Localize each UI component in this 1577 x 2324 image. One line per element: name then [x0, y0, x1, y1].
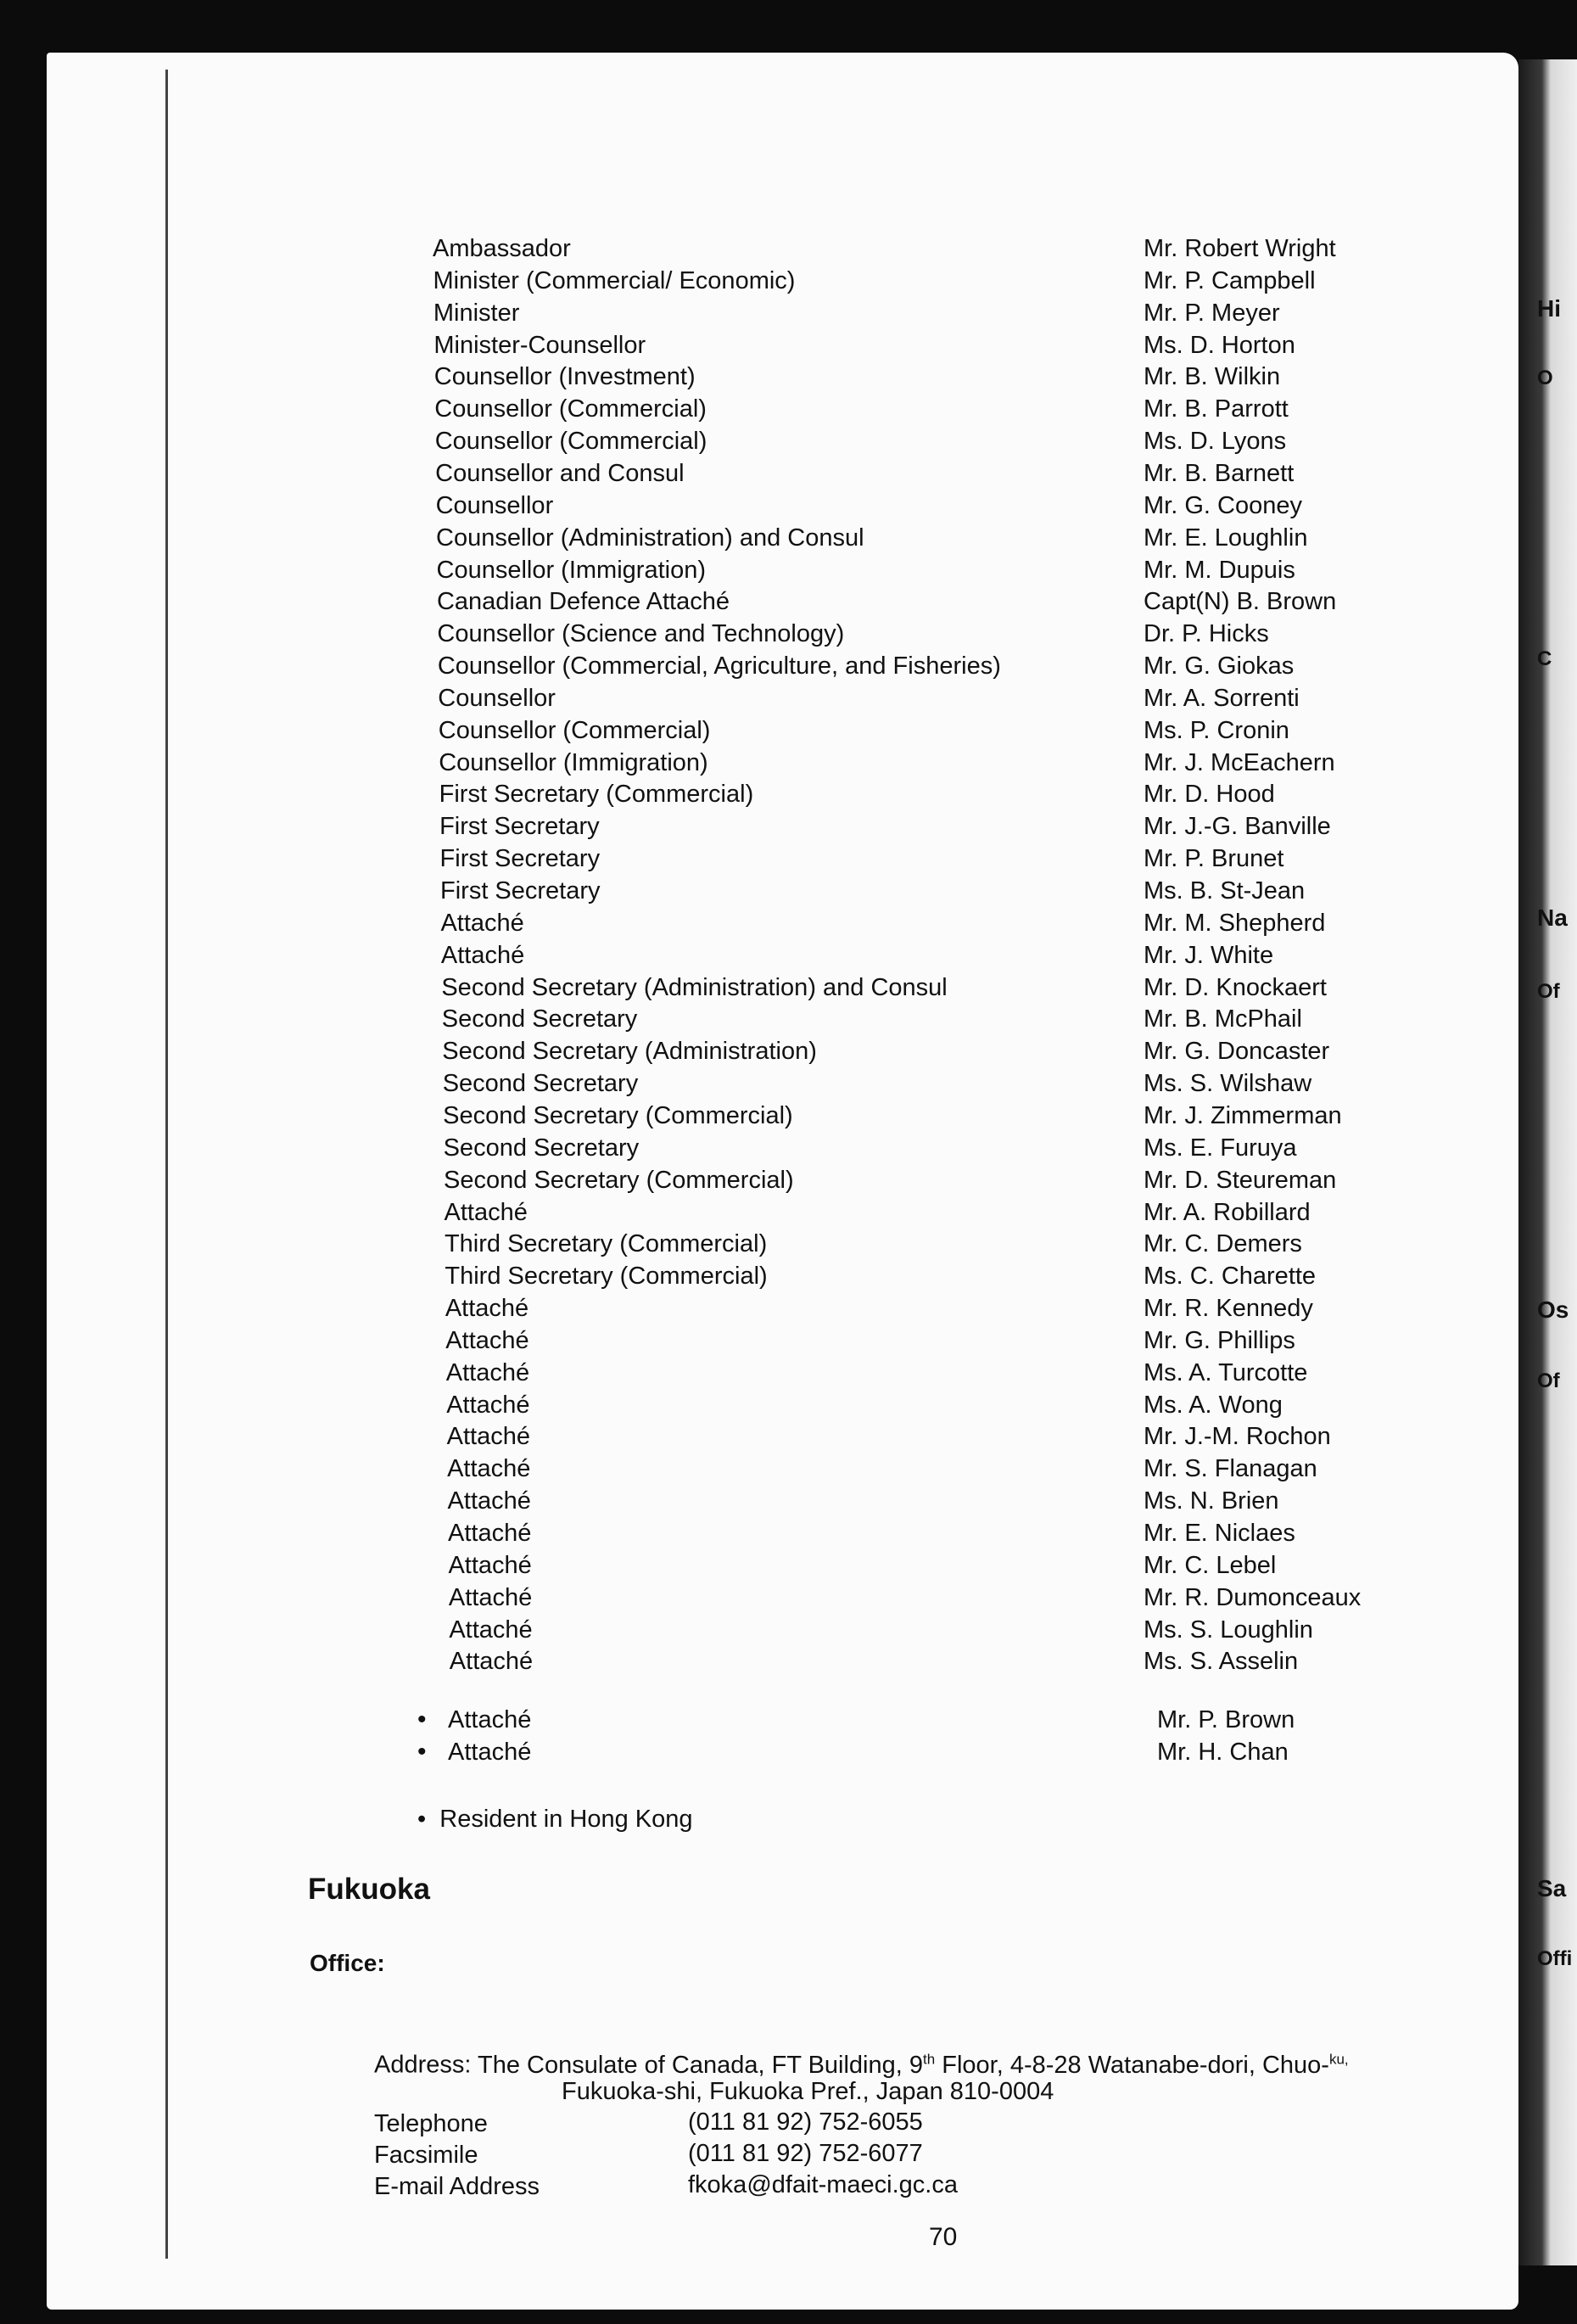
staff-role: Second Secretary (Administration) and Consul: [441, 973, 948, 1001]
email-value: fkoka@dfait-maeci.gc.ca: [688, 2171, 958, 2198]
staff-role: Attaché: [446, 1423, 530, 1451]
staff-name: Ms. S. Loughlin: [1144, 1616, 1313, 1644]
staff-name: Ms. P. Cronin: [1144, 716, 1289, 744]
staff-role: Counsellor (Investment): [433, 363, 696, 391]
staff-row: [0, 1517, 1442, 1549]
staff-name: Ms. C. Charette: [1144, 1263, 1317, 1291]
edge-fragment: Offi: [1537, 1947, 1573, 1970]
staff-row: [0, 747, 1442, 779]
telephone-value: (011 81 92) 752-6055: [688, 2108, 923, 2136]
resident-bullet: •: [417, 1738, 427, 1766]
staff-name: Mr. A. Sorrenti: [1144, 684, 1300, 712]
staff-row: [0, 1357, 1442, 1389]
staff-role: Attaché: [445, 1295, 529, 1323]
staff-name: Ms. D. Horton: [1144, 331, 1295, 359]
staff-row: [0, 1420, 1442, 1453]
staff-name: Mr. Robert Wright: [1144, 235, 1336, 262]
staff-row: [0, 907, 1442, 939]
staff-name: Mr. P. Brunet: [1144, 845, 1284, 873]
staff-row: [0, 1003, 1442, 1035]
staff-row: [0, 618, 1442, 650]
staff-row: [0, 1582, 1442, 1614]
staff-name: Ms. B. St-Jean: [1144, 877, 1306, 904]
staff-role: Attaché: [449, 1616, 533, 1644]
staff-row: [0, 1549, 1442, 1582]
page-number: 70: [929, 2223, 958, 2251]
staff-row: [0, 778, 1442, 810]
footnote: [417, 1803, 693, 1835]
staff-row: [0, 1614, 1442, 1646]
staff-name: Capt(N) B. Brown: [1144, 588, 1337, 616]
staff-role: Second Secretary: [441, 1005, 638, 1033]
staff-name: Mr. R. Kennedy: [1144, 1295, 1313, 1323]
staff-role: Attaché: [448, 1739, 532, 1766]
staff-row: [0, 1324, 1442, 1357]
staff-row: [0, 682, 1442, 714]
staff-row: [0, 265, 1442, 297]
staff-role: First Secretary (Commercial): [439, 781, 754, 809]
staff-role: Attaché: [440, 941, 525, 969]
staff-name: Mr. G. Cooney: [1144, 491, 1302, 519]
staff-name: Mr. S. Flanagan: [1144, 1455, 1317, 1483]
staff-name: Ms. D. Lyons: [1144, 428, 1287, 456]
staff-role: Attaché: [444, 1198, 528, 1226]
telephone-label: Telephone: [374, 2110, 488, 2137]
staff-role: First Secretary: [439, 845, 601, 873]
staff-name: Mr. J. Zimmerman: [1144, 1101, 1342, 1129]
staff-row: [0, 1164, 1442, 1196]
staff-row: [0, 425, 1442, 457]
staff-role: Counsellor (Administration) and Consul: [436, 524, 864, 552]
staff-row: [0, 232, 1442, 265]
staff-role: Attaché: [445, 1326, 529, 1354]
staff-role: Counsellor (Commercial): [434, 428, 707, 456]
edge-fragment: Of: [1537, 980, 1560, 1003]
staff-name: Mr. C. Demers: [1144, 1230, 1302, 1258]
staff-role: Counsellor (Commercial): [434, 395, 707, 423]
staff-role: Counsellor (Science and Technology): [437, 620, 845, 648]
staff-row: [0, 714, 1442, 747]
staff-role: Counsellor: [435, 491, 554, 519]
footnote-text: Resident in Hong Kong: [439, 1806, 693, 1833]
staff-name: Ms. E. Furuya: [1144, 1134, 1297, 1162]
staff-role: Minister (Commercial/ Economic): [433, 266, 796, 294]
staff-row: [0, 1228, 1442, 1260]
staff-role: Attaché: [449, 1648, 534, 1676]
staff-name: Mr. G. Giokas: [1144, 652, 1295, 680]
staff-name: Mr. E. Loughlin: [1144, 524, 1308, 552]
staff-role: Attaché: [447, 1455, 531, 1483]
staff-row: [0, 393, 1442, 425]
facsimile-value: (011 81 92) 752-6077: [688, 2140, 923, 2167]
staff-role: Second Secretary: [443, 1134, 640, 1162]
staff-name: Mr. R. Dumonceaux: [1144, 1583, 1362, 1611]
staff-name: Ms. N. Brien: [1144, 1487, 1279, 1515]
address-label: Address:: [374, 2051, 472, 2079]
staff-role: Counsellor: [438, 684, 556, 712]
staff-role: First Secretary: [440, 877, 601, 904]
edge-fragment: Hi: [1537, 295, 1561, 322]
facsimile-label: Facsimile: [374, 2142, 478, 2169]
staff-role: Attaché: [448, 1551, 532, 1579]
staff-row: [0, 1292, 1442, 1324]
staff-row: [0, 490, 1442, 522]
staff-role: Third Secretary (Commercial): [445, 1263, 768, 1291]
staff-name: Ms. S. Wilshaw: [1144, 1070, 1312, 1098]
staff-role: Attaché: [448, 1520, 532, 1547]
staff-name: Mr. E. Niclaes: [1144, 1520, 1295, 1547]
staff-role: Attaché: [447, 1487, 531, 1515]
staff-name: Mr. M. Shepherd: [1144, 909, 1326, 937]
staff-row: [0, 650, 1442, 682]
staff-role: Counsellor (Commercial, Agriculture, and Fisheries): [437, 652, 1001, 680]
staff-name: Mr. H. Chan: [1157, 1739, 1289, 1766]
staff-row: [0, 939, 1442, 972]
staff-role: Minister-Counsellor: [433, 331, 646, 359]
edge-fragment: Of: [1537, 1369, 1560, 1392]
staff-role: Attaché: [448, 1583, 533, 1611]
staff-role: Second Secretary (Administration): [442, 1038, 817, 1066]
email-label: E-mail Address: [374, 2173, 540, 2200]
staff-row: [0, 1645, 1442, 1677]
staff-role: Minister: [433, 299, 520, 327]
footnote-bullet: •: [417, 1806, 427, 1833]
staff-role: Counsellor (Commercial): [438, 716, 711, 744]
staff-row: [0, 522, 1442, 554]
staff-role: Counsellor (Immigration): [436, 556, 706, 584]
staff-role: Attaché: [448, 1706, 532, 1733]
staff-name: Mr. B. McPhail: [1144, 1005, 1302, 1033]
staff-role: Counsellor (Immigration): [439, 748, 708, 776]
staff-name: Mr. C. Lebel: [1144, 1551, 1277, 1579]
staff-name: Mr. J. McEachern: [1144, 748, 1335, 776]
address-line-2: Fukuoka-shi, Fukuoka Pref., Japan 810-0004: [562, 2078, 1054, 2105]
staff-row: [0, 329, 1442, 361]
staff-name: Mr. G. Doncaster: [1144, 1038, 1330, 1066]
edge-fragment: C: [1537, 647, 1552, 670]
staff-role: Ambassador: [433, 235, 571, 262]
staff-name: Mr. G. Phillips: [1144, 1326, 1295, 1354]
staff-row: [0, 1100, 1442, 1132]
staff-name: Mr. A. Robillard: [1144, 1198, 1311, 1226]
staff-row: [0, 810, 1442, 843]
staff-name: Ms. A. Turcotte: [1144, 1358, 1308, 1386]
staff-row: [0, 554, 1442, 586]
staff-row: [0, 972, 1442, 1004]
staff-name: Mr. D. Hood: [1144, 781, 1275, 809]
staff-row: [0, 585, 1442, 618]
staff-role: Attaché: [440, 909, 524, 937]
office-label: Office:: [310, 1950, 385, 1976]
staff-role: Second Secretary (Commercial): [444, 1166, 794, 1194]
staff-row: [0, 1260, 1442, 1292]
edge-fragment: Sa: [1537, 1875, 1567, 1901]
section-title: Fukuoka: [308, 1873, 430, 1906]
staff-name: Mr. J.-G. Banville: [1144, 813, 1331, 841]
staff-role: Third Secretary (Commercial): [444, 1230, 768, 1258]
staff-role: Counsellor and Consul: [435, 459, 685, 487]
staff-role: First Secretary: [439, 813, 600, 841]
address-text: The Consulate of Canada, FT Building, 9th Floor, 4-8-28 Watanabe-dori, Chuo-$^{ku,}$: [478, 2051, 1349, 2079]
staff-name: Mr. B. Wilkin: [1144, 363, 1281, 391]
staff-name: Mr. J.-M. Rochon: [1144, 1423, 1331, 1451]
staff-row: [0, 1453, 1442, 1485]
staff-row: [0, 1485, 1442, 1517]
staff-row: [0, 1132, 1442, 1164]
staff-row: [0, 457, 1442, 490]
staff-name: Mr. B. Barnett: [1144, 459, 1295, 487]
staff-row: [0, 843, 1442, 875]
staff-name: Mr. D. Steureman: [1144, 1166, 1337, 1194]
staff-role: Attaché: [446, 1391, 530, 1419]
staff-role: Second Secretary: [442, 1070, 639, 1098]
staff-name: Mr. B. Parrott: [1144, 395, 1289, 423]
staff-row: [0, 1389, 1442, 1421]
staff-name: Ms. S. Asselin: [1144, 1648, 1299, 1676]
staff-name: Mr. J. White: [1144, 941, 1274, 969]
staff-row: [0, 875, 1442, 907]
staff-row: [0, 1035, 1442, 1067]
resident-bullet: •: [417, 1705, 427, 1733]
staff-name: Mr. P. Meyer: [1144, 299, 1280, 327]
staff-row: [0, 361, 1442, 393]
staff-name: Mr. P. Brown: [1157, 1706, 1295, 1733]
staff-role: Canadian Defence Attaché: [436, 588, 730, 616]
staff-row: [0, 297, 1442, 329]
staff-row-hong-kong: [0, 1704, 1442, 1736]
staff-name: Mr. M. Dupuis: [1144, 556, 1295, 584]
staff-row: [0, 1067, 1442, 1100]
staff-row-hong-kong: [0, 1736, 1442, 1768]
edge-fragment: O: [1537, 367, 1553, 389]
staff-role: Second Secretary (Commercial): [443, 1101, 793, 1129]
staff-name: Mr. P. Campbell: [1144, 266, 1316, 294]
staff-name: Dr. P. Hicks: [1144, 620, 1269, 648]
staff-role: Attaché: [445, 1358, 530, 1386]
edge-fragment: Na: [1537, 904, 1568, 931]
staff-name: Ms. A. Wong: [1144, 1391, 1283, 1419]
edge-fragment: Os: [1537, 1296, 1569, 1323]
staff-row: [0, 1196, 1442, 1229]
staff-name: Mr. D. Knockaert: [1144, 973, 1327, 1001]
